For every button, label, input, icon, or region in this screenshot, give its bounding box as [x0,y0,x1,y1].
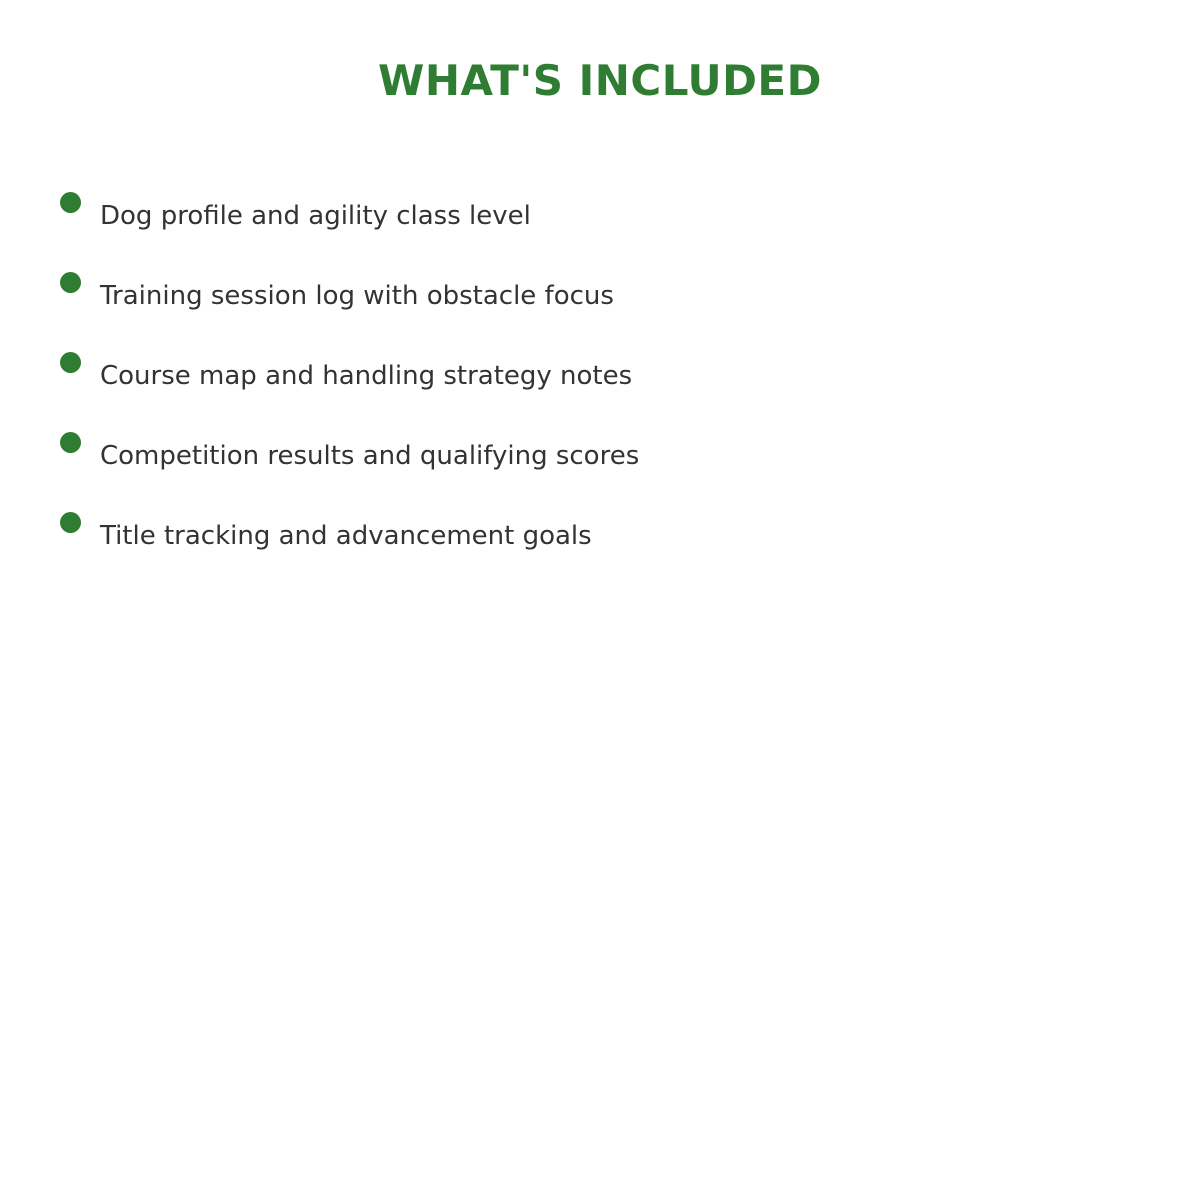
list-item-text: Competition results and qualifying scores [100,441,640,471]
bullet-icon [60,272,81,293]
bullet-icon [60,192,81,213]
list-item [60,272,1140,312]
list-item-text: Dog profile and agility class level [100,201,531,231]
list-item-text: Course map and handling strategy notes [100,361,633,391]
list-item [60,432,1140,472]
list-item [60,352,1140,392]
list-item [60,192,1140,232]
page-title: WHAT'S INCLUDED [378,56,822,105]
bullet-icon [60,432,81,453]
list-item-text: Title tracking and advancement goals [100,521,592,551]
list-item-text: Training session log with obstacle focus [100,281,614,311]
bullet-icon [60,512,81,533]
list-item [60,512,1140,552]
bullet-icon [60,352,81,373]
